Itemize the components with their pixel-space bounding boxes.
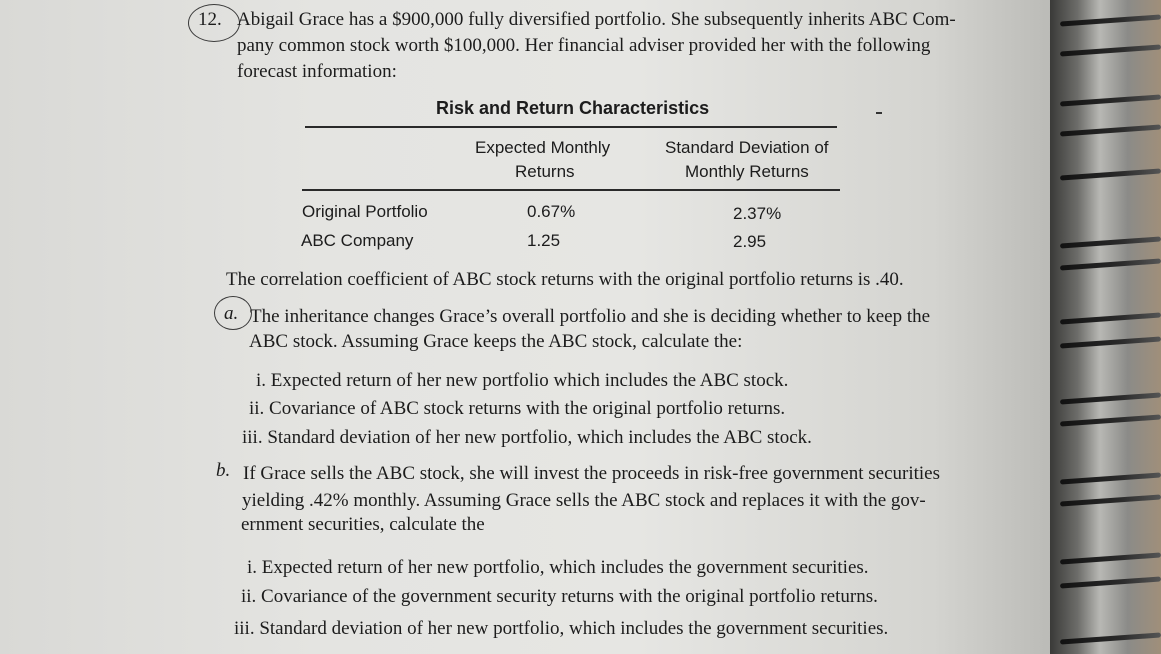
col-expected-header-1: Expected Monthly	[475, 138, 611, 157]
problem-line-3: forecast information:	[237, 61, 397, 82]
row-label: ABC Company	[301, 231, 414, 250]
part-b-item-3: iii. Standard deviation of her new portfolio, which includes the government securities.	[234, 618, 889, 639]
part-a-line-1: The inheritance changes Grace’s overall portfolio and she is deciding whether to keep the	[250, 306, 931, 327]
row-stdev: 2.95	[733, 232, 767, 251]
correlation-text: The correlation coefficient of ABC stock returns with the original portfolio returns is .40.	[226, 269, 904, 290]
part-a-line-2: ABC stock. Assuming Grace keeps the ABC stock, calculate the:	[249, 331, 743, 352]
page-mark	[876, 112, 882, 114]
problem-line-1: Abigail Grace has a $900,000 fully diversified portfolio. She subsequently inherits ABC Com-	[237, 9, 956, 30]
part-b-line-3: ernment securities, calculate the	[241, 514, 485, 535]
table-top-rule	[305, 126, 837, 128]
col-expected-header-2: Returns	[515, 162, 575, 181]
part-b-line-1: If Grace sells the ABC stock, she will invest the proceeds in risk-free government securities	[243, 463, 940, 484]
part-b-line-2: yielding .42% monthly. Assuming Grace sells the ABC stock and replaces it with the gov-	[242, 490, 926, 511]
table-title: Risk and Return Characteristics	[436, 98, 710, 118]
row-expected: 1.25	[527, 231, 561, 250]
part-a-label: a.	[224, 303, 239, 324]
problem-number: 12.	[198, 9, 222, 30]
row-expected: 0.67%	[527, 202, 576, 221]
part-a-item-3: iii. Standard deviation of her new portfolio, which includes the ABC stock.	[242, 427, 812, 448]
row-stdev: 2.37%	[733, 204, 782, 223]
part-a-item-2: ii. Covariance of ABC stock returns with the original portfolio returns.	[249, 398, 786, 419]
problem-line-2: pany common stock worth $100,000. Her financial adviser provided her with the following	[237, 35, 931, 56]
row-label: Original Portfolio	[302, 202, 428, 221]
part-a-item-1: i. Expected return of her new portfolio which includes the ABC stock.	[256, 370, 789, 391]
part-b-item-2: ii. Covariance of the government security returns with the original portfolio returns.	[241, 586, 878, 607]
part-b-item-1: i. Expected return of her new portfolio, which includes the government securities.	[247, 557, 869, 578]
table-header-rule	[302, 189, 840, 191]
col-stdev-header-2: Monthly Returns	[685, 162, 809, 181]
part-b-label: b.	[216, 460, 231, 481]
col-stdev-header-1: Standard Deviation of	[665, 138, 829, 157]
